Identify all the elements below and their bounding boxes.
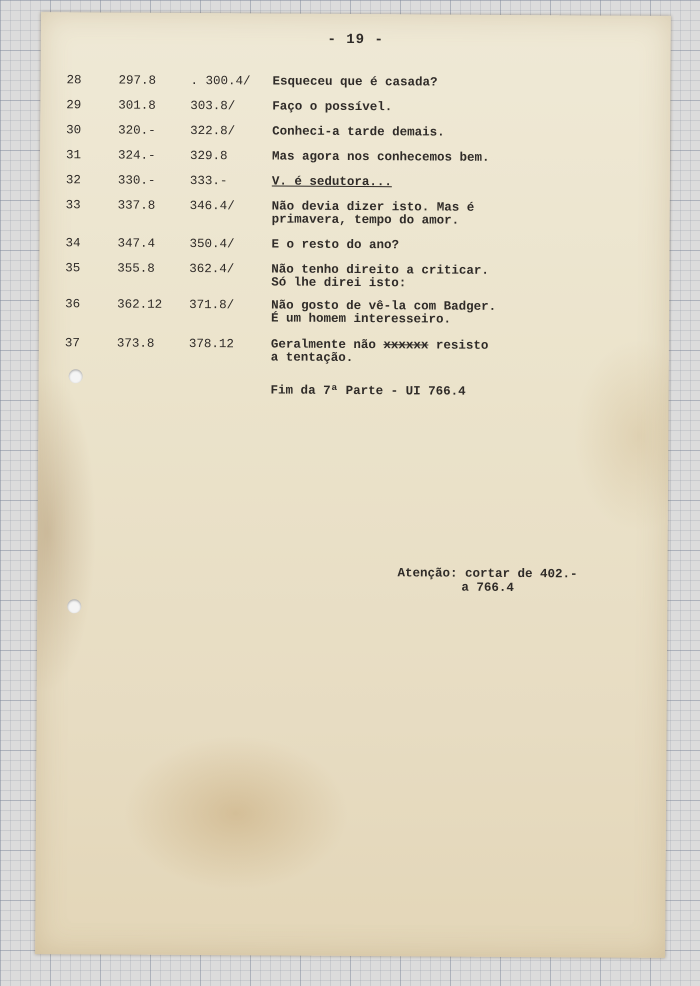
table-row [39,297,669,327]
subtitle-text [271,338,489,365]
subtitle-line: Só lhe direi isto: [271,275,407,291]
table-row [41,73,671,90]
subtitle-line: Não devia dizer isto. Mas é [271,199,475,215]
subtitle-text [271,238,399,252]
page-number: - 19 - [327,31,384,49]
timecode-in: 355.8 [117,261,155,276]
punch-hole [67,599,81,613]
subtitle-line: primavera, tempo do amor. [271,212,460,228]
timecode-out: 333.- [189,173,228,189]
timecode-in: 337.8 [117,198,156,213]
punch-hole [69,369,83,383]
subtitle-text [271,299,496,326]
table-row [40,123,670,140]
timecode-out: 329.8 [189,148,228,164]
table-row [40,148,670,165]
table-row [40,98,670,115]
document-page [35,12,671,958]
timecode-out: 346.4/ [189,198,235,214]
table-row [40,236,670,253]
row-number: 31 [65,148,82,163]
timecode-in: 301.8 [118,98,156,113]
table-row [39,336,669,365]
table-row [39,261,669,291]
subtitle-text [271,263,489,290]
subtitle-text [272,101,392,115]
subtitle-line: Não gosto de vê-la com Badger. [271,298,497,314]
end-of-part-note: Fim da 7ª Parte - UI 766.4 [270,383,466,399]
row-number: 30 [66,123,82,138]
subtitle-text [272,175,392,189]
attention-note [397,566,577,595]
subtitle-text [272,125,445,139]
table-row [40,173,670,190]
timecode-out: . 300.4/ [190,73,251,89]
subtitle-line-prefix: Geralmente não [270,337,376,353]
row-number: 29 [66,98,82,113]
subtitle-text [272,200,475,227]
timecode-out: 362.4/ [189,261,235,277]
subtitle-line: E o resto do ano? [271,237,400,253]
timecode-in: 330.- [117,173,156,188]
attention-line: a 766.4 [461,580,514,595]
table-row [40,198,670,228]
timecode-in: 347.4 [117,236,156,251]
timecode-in: 362.12 [117,297,163,312]
subtitle-line: Esqueceu que é casada? [272,74,438,90]
subtitle-line: Não tenho direito a criticar. [271,262,489,278]
subtitle-line-suffix: resisto [435,338,489,353]
timecode-in: 373.8 [116,336,155,351]
attention-line: Atenção: cortar de 402.- [397,566,578,582]
row-number: 34 [65,236,81,251]
row-number: 32 [65,173,81,188]
timecode-out: 378.12 [188,336,234,352]
subtitle-text [272,76,437,90]
subtitle-text [272,150,490,164]
subtitle-line: Conheci-a tarde demais. [272,124,445,140]
row-number: 36 [65,297,81,312]
timecode-in: 297.8 [118,73,157,88]
subtitle-line: V. é sedutora... [271,174,392,190]
subtitle-line: Mas agora nos conhecemos bem. [271,149,490,165]
row-number: 37 [64,336,80,351]
timecode-out: 303.8/ [190,98,236,114]
timecode-in: 324.- [117,148,156,163]
subtitle-line: É um homem interesseiro. [270,311,452,327]
subtitle-line: a tentação. [270,350,354,365]
timecode-out: 371.8/ [189,297,235,313]
subtitle-line: Faço o possível. [272,99,393,115]
timecode-out: 322.8/ [190,123,236,139]
row-number: 28 [66,73,82,88]
row-number: 35 [65,261,81,276]
struck-out-word: xxxxxx [383,338,429,353]
timecode-in: 320.- [118,123,156,138]
timecode-out: 350.4/ [189,236,235,252]
row-number: 33 [65,198,81,213]
